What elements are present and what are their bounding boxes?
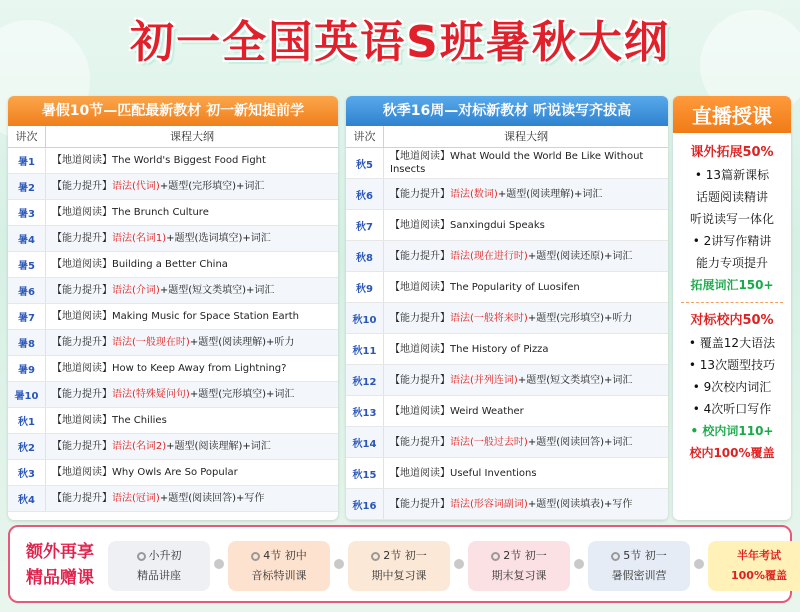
lesson-text: 【能力提升】: [52, 389, 112, 400]
lesson-outline: [384, 281, 668, 294]
lesson-text: +题型(阅读填表)+写作: [527, 498, 633, 510]
gift-course: [348, 541, 450, 591]
lesson-text: +题型(完形填空)+听力: [527, 312, 633, 324]
lesson-id: 暑10: [8, 382, 46, 407]
lesson-row: [346, 458, 668, 489]
gift-course: [708, 541, 800, 591]
summer-panel: [8, 96, 338, 520]
grammar-topic: 语法(形容词副词): [450, 498, 528, 510]
gift-course: [588, 541, 690, 591]
grammar-topic: 语法(现在进行时): [450, 250, 528, 262]
feature-item: • 13次题型技巧: [688, 358, 776, 372]
gift-line2: 暑假密训营: [611, 569, 667, 582]
lesson-text: 【地道阅读】Sanxingdui Speaks: [390, 219, 545, 231]
lesson-outline: [46, 206, 338, 219]
summer-column-header: [8, 126, 338, 148]
lesson-row: [346, 210, 668, 241]
lesson-row: [8, 278, 338, 304]
school-list: [673, 332, 791, 420]
lesson-outline: [384, 436, 668, 449]
lesson-text: +题型(短文类填空)+词汇: [159, 285, 275, 296]
lesson-text: 【能力提升】: [390, 250, 450, 262]
lesson-text: +题型(阅读理解)+词汇: [497, 188, 603, 200]
lesson-text: 【地道阅读】Why Owls Are So Popular: [52, 467, 238, 478]
gift-line2: 期末复习课: [491, 569, 547, 582]
lesson-text: 【地道阅读】Useful Inventions: [390, 467, 537, 479]
lesson-text: +题型(阅读还原)+词汇: [527, 250, 633, 262]
gift-line1: 4节 初中: [263, 549, 307, 562]
lesson-id: 暑1: [8, 148, 46, 173]
lesson-row: [8, 148, 338, 174]
lesson-outline: [46, 180, 338, 193]
lesson-id: 暑9: [8, 356, 46, 381]
grammar-topic: 语法(冠词): [112, 493, 160, 504]
lesson-row: [346, 427, 668, 458]
lesson-outline: [46, 362, 338, 375]
lesson-outline: [384, 312, 668, 325]
lesson-text: 【地道阅读】The History of Pizza: [390, 343, 549, 355]
col-outline: 课程大纲: [504, 130, 548, 143]
col-lesson: 讲次: [346, 126, 384, 147]
grammar-topic: 语法(名词2): [112, 441, 167, 452]
grammar-topic: 语法(一般现在时): [112, 337, 190, 348]
lesson-id: 秋9: [346, 272, 384, 302]
lesson-row: [8, 434, 338, 460]
lesson-id: 暑7: [8, 304, 46, 329]
lesson-text: +题型(短文类填空)+词汇: [517, 374, 633, 386]
lesson-outline: [46, 310, 338, 323]
lesson-id: 暑6: [8, 278, 46, 303]
autumn-panel: [346, 96, 668, 520]
summer-panel-header: 暑假10节—匹配最新教材 初一新知提前学: [8, 96, 338, 126]
extension-list: [673, 164, 791, 274]
lesson-id: 秋1: [8, 408, 46, 433]
lesson-outline: [46, 440, 338, 453]
lesson-text: +题型(阅读理解)+词汇: [166, 441, 271, 452]
grammar-topic: 语法(介词): [112, 285, 160, 296]
lesson-text: 【能力提升】: [52, 285, 112, 296]
lesson-row: [346, 303, 668, 334]
lesson-row: [8, 174, 338, 200]
lesson-outline: [384, 374, 668, 387]
lesson-text: 【地道阅读】Weird Weather: [390, 405, 524, 417]
lesson-outline: [384, 467, 668, 480]
lesson-id: 暑2: [8, 174, 46, 199]
lesson-text: +题型(阅读回答)+词汇: [527, 436, 633, 448]
grammar-topic: 语法(一般将来时): [450, 312, 528, 324]
lesson-outline: [384, 405, 668, 418]
lesson-id: 秋10: [346, 303, 384, 333]
feature-item: • 覆盖12大语法: [688, 336, 776, 350]
lesson-text: 【能力提升】: [52, 337, 112, 348]
gift-line1: 小升初: [148, 549, 182, 562]
lesson-row: [8, 356, 338, 382]
lesson-id: 秋12: [346, 365, 384, 395]
feature-item: • 13篇新课标: [694, 168, 770, 182]
gift-line1: 2节 初一: [383, 549, 427, 562]
lesson-id: 秋14: [346, 427, 384, 457]
connector-dot-icon: [334, 559, 344, 569]
lesson-text: +题型(选词填空)+词汇: [166, 233, 271, 244]
lesson-outline: [384, 219, 668, 232]
lesson-outline: [46, 466, 338, 479]
lesson-id: 秋4: [8, 486, 46, 511]
lesson-text: 【地道阅读】What Would the World Be Like Without Insects: [390, 151, 644, 175]
col-outline: 课程大纲: [170, 130, 214, 143]
bonus-label: [18, 539, 102, 591]
extension-vocab: 拓展词汇150+: [690, 278, 774, 292]
lesson-row: [8, 408, 338, 434]
grammar-topic: 语法(名词1): [112, 233, 167, 244]
lesson-text: +题型(阅读理解)+听力: [189, 337, 295, 348]
live-teaching-title: 直播授课: [673, 96, 791, 133]
lesson-row: [8, 304, 338, 330]
bullet-icon: [371, 552, 380, 561]
lesson-id: 秋16: [346, 489, 384, 519]
feature-item: 能力专项提升: [695, 256, 768, 270]
gift-line2: 期中复习课: [371, 569, 427, 582]
lesson-id: 暑3: [8, 200, 46, 225]
connector-dot-icon: [214, 559, 224, 569]
gift-line1: 半年考试: [737, 549, 781, 562]
lesson-text: 【地道阅读】Making Music for Space Station Earth: [52, 311, 299, 322]
bullet-icon: [611, 552, 620, 561]
lesson-outline: [46, 284, 338, 297]
lesson-row: [346, 396, 668, 427]
gift-line2: 100%覆盖: [731, 569, 787, 582]
lesson-id: 秋5: [346, 148, 384, 178]
lesson-text: +题型(完形填空)+词汇: [159, 181, 265, 192]
lesson-text: 【地道阅读】The World's Biggest Food Fight: [52, 155, 266, 166]
connector-dot-icon: [454, 559, 464, 569]
bonus-label-line2: 精品赠课: [26, 568, 94, 588]
lesson-id: 秋11: [346, 334, 384, 364]
lesson-row: [8, 382, 338, 408]
school-title: 对标校内50%: [690, 313, 774, 328]
lesson-text: 【能力提升】: [52, 233, 112, 244]
col-lesson: 讲次: [8, 126, 46, 147]
lesson-text: 【能力提升】: [52, 493, 112, 504]
lesson-row: [346, 148, 668, 179]
lesson-id: 秋7: [346, 210, 384, 240]
lesson-text: 【能力提升】: [390, 436, 450, 448]
lesson-id: 秋2: [8, 434, 46, 459]
lesson-id: 秋6: [346, 179, 384, 209]
lesson-row: [8, 486, 338, 512]
lesson-text: 【地道阅读】How to Keep Away from Lightning?: [52, 363, 287, 374]
summer-list: [8, 148, 338, 512]
lesson-row: [346, 334, 668, 365]
lesson-outline: [46, 492, 338, 505]
bullet-icon: [137, 552, 146, 561]
feature-item: • 2讲写作精讲: [692, 234, 772, 248]
autumn-list: [346, 148, 668, 520]
lesson-id: 暑8: [8, 330, 46, 355]
gift-line1: 2节 初一: [503, 549, 547, 562]
lesson-row: [8, 200, 338, 226]
lesson-text: 【地道阅读】The Popularity of Luosifen: [390, 281, 580, 293]
lesson-text: 【能力提升】: [390, 498, 450, 510]
feature-item: 听说读写一体化: [689, 212, 774, 226]
lesson-id: 秋13: [346, 396, 384, 426]
lesson-row: [346, 365, 668, 396]
lesson-id: 秋8: [346, 241, 384, 271]
grammar-topic: 语法(数词): [450, 188, 498, 200]
lesson-id: 暑5: [8, 252, 46, 277]
gift-line1: 5节 初一: [623, 549, 667, 562]
lesson-text: 【地道阅读】The Brunch Culture: [52, 207, 209, 218]
lesson-outline: [384, 188, 668, 201]
grammar-topic: 语法(一般过去时): [450, 436, 528, 448]
lesson-row: [346, 272, 668, 303]
autumn-panel-header: 秋季16周—对标新教材 听说读写齐拔高: [346, 96, 668, 126]
divider: [681, 302, 783, 303]
grammar-topic: 语法(并列连词): [450, 374, 518, 386]
lesson-text: +题型(完形填空)+词汇: [189, 389, 295, 400]
lesson-outline: [384, 250, 668, 263]
bonus-courses-bar: [8, 525, 792, 603]
lesson-row: [8, 252, 338, 278]
feature-item: • 4次听口写作: [692, 402, 772, 416]
lesson-outline: [46, 232, 338, 245]
connector-dot-icon: [574, 559, 584, 569]
bonus-label-line1: 额外再享: [26, 542, 94, 562]
school-vocab: • 校内词110+: [690, 424, 774, 438]
gift-course: [468, 541, 570, 591]
lesson-outline: [46, 388, 338, 401]
lesson-outline: [46, 336, 338, 349]
connector-dot-icon: [694, 559, 704, 569]
gift-course: [108, 541, 210, 591]
lesson-text: 【能力提升】: [390, 188, 450, 200]
gift-course: [228, 541, 330, 591]
extension-title: 课外拓展50%: [690, 145, 774, 160]
lesson-text: 【能力提升】: [52, 181, 112, 192]
gift-line2: 精品讲座: [137, 569, 181, 582]
lesson-row: [346, 241, 668, 272]
lesson-row: [8, 226, 338, 252]
lesson-outline: [46, 258, 338, 271]
autumn-column-header: [346, 126, 668, 148]
feature-item: 话题阅读精讲: [695, 190, 768, 204]
lesson-id: 秋3: [8, 460, 46, 485]
live-teaching-panel: [673, 96, 791, 520]
lesson-text: 【能力提升】: [390, 312, 450, 324]
lesson-row: [346, 489, 668, 520]
feature-item: • 9次校内词汇: [692, 380, 772, 394]
lesson-row: [346, 179, 668, 210]
lesson-id: 暑4: [8, 226, 46, 251]
page-title: 初一全国英语S班暑秋大纲: [130, 17, 670, 68]
grammar-topic: 语法(特殊疑问句): [112, 389, 190, 400]
gift-line2: 音标特训课: [251, 569, 307, 582]
lesson-outline: [46, 414, 338, 427]
bullet-icon: [251, 552, 260, 561]
bullet-icon: [491, 552, 500, 561]
grammar-topic: 语法(代词): [112, 181, 160, 192]
lesson-text: 【地道阅读】Building a Better China: [52, 259, 228, 270]
lesson-id: 秋15: [346, 458, 384, 488]
lesson-outline: [384, 343, 668, 356]
lesson-outline: [384, 150, 668, 176]
lesson-row: [8, 330, 338, 356]
lesson-text: 【能力提升】: [390, 374, 450, 386]
lesson-text: 【地道阅读】The Chilies: [52, 415, 167, 426]
lesson-row: [8, 460, 338, 486]
lesson-outline: [46, 154, 338, 167]
lesson-text: +题型(阅读回答)+写作: [159, 493, 265, 504]
school-coverage: 校内100%覆盖: [689, 446, 775, 460]
lesson-text: 【能力提升】: [52, 441, 112, 452]
lesson-outline: [384, 498, 668, 511]
